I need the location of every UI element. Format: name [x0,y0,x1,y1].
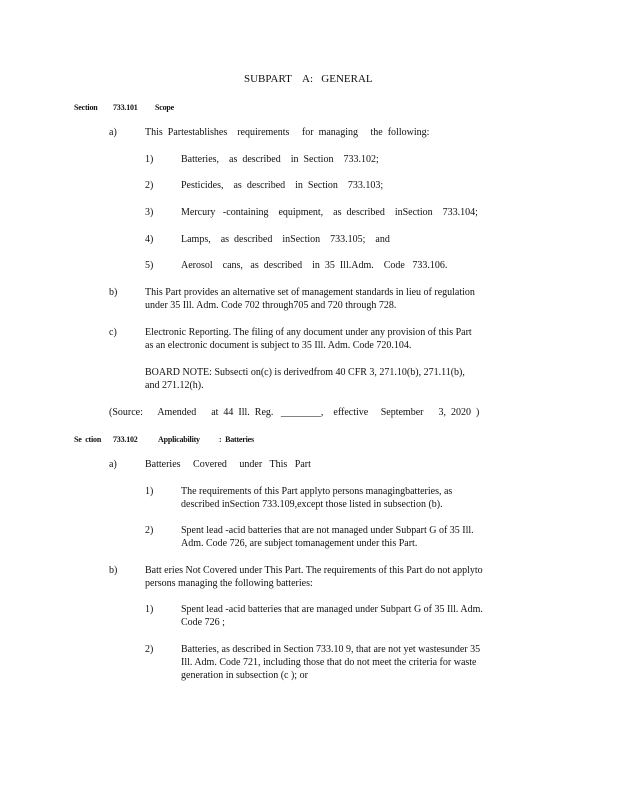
list-item: The requirements of this Part applyto persons managingbatteries, as described inSection 733.109,except those listed in subsection (b). [181,486,453,510]
page-title: SUBPART A: GENERAL [244,73,373,85]
list-item-marker: 5) [145,260,154,271]
section-101-label: Section [74,103,98,112]
section-102-b-marker: b) [109,565,118,576]
list-item-marker: 3) [145,207,154,218]
list-item-marker: 2) [145,525,154,536]
section-101-a-marker: a) [109,127,117,138]
section-101-c-marker: c) [109,327,117,338]
list-item: Spent lead -acid batteries that are not managed under Subpart G of 35 Ill. Adm. Code 726, are subject tomanagement under this Part. [181,525,474,549]
section-101-b-text: This Part provides an alternative set of management standards in lieu of regulation under 35 Ill. Adm. Code 702 through705 and 720 through 728. [145,287,475,311]
section-102-a-marker: a) [109,459,117,470]
section-102-heading: Applicability [158,435,200,444]
list-item-marker: 1) [145,486,154,497]
section-102-label: Se ction [74,435,102,444]
section-102-b-text: Batt eries Not Covered under This Part. The requirements of this Part do not applyto persons managing the following batteries: [145,565,483,589]
list-item: Spent lead -acid batteries that are managed under Subpart G of 35 Ill. Adm. Code 726 ; [181,604,483,628]
section-102-number: 733.102 [113,435,138,444]
list-item-marker: 2) [145,180,154,191]
list-item-marker: 1) [145,154,154,165]
list-item-marker: 2) [145,644,154,655]
section-101-b-marker: b) [109,287,118,298]
list-item: Batteries, as described in Section 733.102; [181,154,379,165]
list-item-marker: 1) [145,604,154,615]
list-item: Aerosol cans, as described in 35 Ill.Adm. Code 733.106. [181,260,448,271]
list-item: Mercury -containing equipment, as described inSection 733.104; [181,207,478,218]
section-101-heading: Scope [155,103,175,112]
board-note: BOARD NOTE: Subsecti on(c) is derivedfrom 40 CFR 3, 271.10(b), 271.11(b), and 271.12(h). [145,367,465,391]
section-101-number: 733.101 [113,103,138,112]
section-102-a-text: Batteries Covered under This Part [145,459,311,470]
section-102-heading-suffix: : Batteries [219,435,254,444]
section-101-c-text: Electronic Reporting. The filing of any document under any provision of this Part as an electronic document is subject to 35 Ill. Adm. Code 720.104. [145,327,472,351]
list-item: Pesticides, as described in Section 733.103; [181,180,384,191]
list-item-marker: 4) [145,234,154,245]
source-note: (Source: Amended at 44 Ill. Reg. ________, effective September 3, 2020 ) [109,407,480,418]
list-item: Lamps, as described inSection 733.105; and [181,234,390,245]
section-101-a-text: This Partestablishes requirements for managing the following: [145,127,430,138]
list-item: Batteries, as described in Section 733.10 9, that are not yet wastesunder 35 Ill. Adm. Code 721, including those that do not meet the criteria for waste generation in subsection (c ); or [181,644,481,681]
